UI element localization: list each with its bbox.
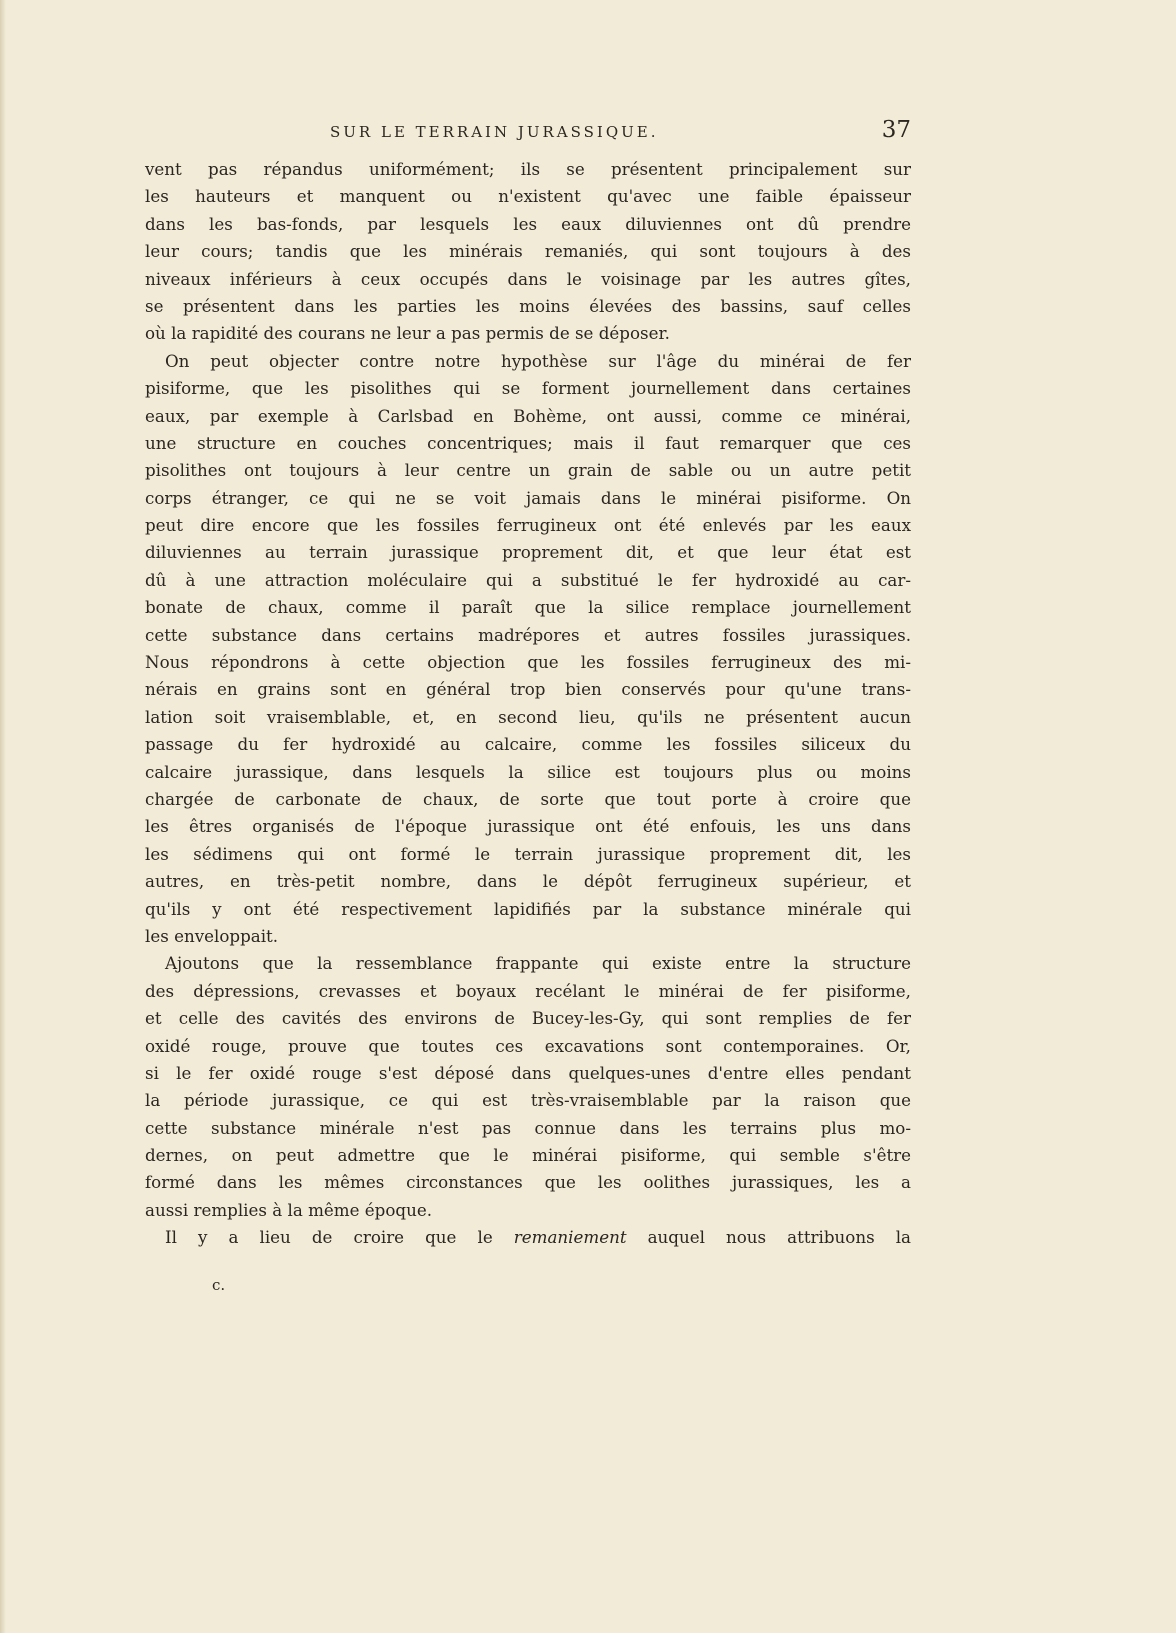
text-line: corps étranger, ce qui ne se voit jamais dans le minérai pisiforme. On xyxy=(145,487,911,508)
body-text xyxy=(145,156,911,1252)
text-line: bonate de chaux, comme il paraît que la silice remplace journellement xyxy=(145,597,911,618)
text-line: si le fer oxidé rouge s'est déposé dans quelques-unes d'entre elles pendant xyxy=(145,1062,911,1083)
text-line: et celle des cavités des environs de Bucey-les-Gy, qui sont remplies de fer xyxy=(145,1008,911,1029)
page-number: 37 xyxy=(881,117,911,143)
running-title: SUR LE TERRAIN JURASSIQUE. xyxy=(330,123,659,141)
text-line: autres, en très-petit nombre, dans le dépôt ferrugineux supérieur, et xyxy=(145,871,911,892)
text-line: formé dans les mêmes circonstances que les oolithes jurassiques, les a xyxy=(145,1172,911,1193)
running-head xyxy=(145,117,911,147)
text-line: calcaire jurassique, dans lesquels la silice est toujours plus ou moins xyxy=(145,761,911,782)
text-line: vent pas répandus uniformément; ils se présentent principalement sur xyxy=(145,159,911,179)
text-line: eaux, par exemple à Carlsbad en Bohème, ont aussi, comme ce minérai, xyxy=(145,405,911,426)
text-line: qu'ils y ont été respectivement lapidifiés par la substance minérale qui xyxy=(145,898,911,919)
text-line: aussi remplies à la même époque. xyxy=(145,1199,433,1220)
text-line: se présentent dans les parties les moins élevées des bassins, sauf celles xyxy=(145,295,911,316)
text-line: dernes, on peut admettre que le minérai pisiforme, qui semble s'être xyxy=(145,1145,911,1166)
text-line: les hauteurs et manquent ou n'existent qu'avec une faible épaisseur xyxy=(145,186,911,207)
text-line: peut dire encore que les fossiles ferrugineux ont été enlevés par les eaux xyxy=(145,515,911,536)
text-line: la période jurassique, ce qui est très-vraisemblable par la raison que xyxy=(145,1090,911,1111)
text-line: leur cours; tandis que les minérais remaniés, qui sont toujours à des xyxy=(145,241,911,262)
text-fragment: Il y a lieu de croire que le xyxy=(165,1227,514,1248)
text-line: passage du fer hydroxidé au calcaire, comme les fossiles siliceux du xyxy=(145,734,911,755)
text-line: les êtres organisés de l'époque jurassique ont été enfouis, les uns dans xyxy=(145,816,911,837)
text-line: pisiforme, que les pisolithes qui se forment journellement dans certaines xyxy=(145,378,911,399)
text-line: dans les bas-fonds, par lesquels les eaux diluviennes ont dû prendre xyxy=(145,213,911,234)
paragraph-start-line: On peut objecter contre notre hypothèse sur l'âge du minérai de fer xyxy=(165,350,911,371)
text-line: cette substance minérale n'est pas connue dans les terrains plus mo- xyxy=(145,1117,911,1138)
text-line: chargée de carbonate de chaux, de sorte que tout porte à croire que xyxy=(145,788,911,809)
text-line: pisolithes ont toujours à leur centre un grain de sable ou un autre petit xyxy=(145,460,911,481)
text-line: une structure en couches concentriques; mais il faut remarquer que ces xyxy=(145,432,911,453)
paragraph-start-line: Ajoutons que la ressemblance frappante qui existe entre la structure xyxy=(165,953,911,974)
text-line: diluviennes au terrain jurassique proprement dit, et que leur état est xyxy=(145,542,911,563)
signature-mark: c. xyxy=(212,1276,226,1294)
page-edge-shadow xyxy=(0,0,6,1633)
text-line: les sédimens qui ont formé le terrain jurassique proprement dit, les xyxy=(145,843,911,864)
text-line: oxidé rouge, prouve que toutes ces excavations sont contemporaines. Or, xyxy=(145,1035,911,1056)
text-line: où la rapidité des courans ne leur a pas permis de se déposer. xyxy=(145,323,670,344)
paragraph-start-line xyxy=(145,1224,911,1251)
text-line: les enveloppait. xyxy=(145,925,279,946)
italic-term: remaniement xyxy=(513,1227,627,1248)
text-line: niveaux inférieurs à ceux occupés dans le voisinage par les autres gîtes, xyxy=(145,268,911,289)
text-line: cette substance dans certains madrépores et autres fossiles jurassiques. xyxy=(145,624,911,645)
text-line: des dépressions, crevasses et boyaux recélant le minérai de fer pisiforme, xyxy=(145,980,911,1001)
text-line: lation soit vraisemblable, et, en second lieu, qu'ils ne présentent aucun xyxy=(145,706,911,727)
text-line: nérais en grains sont en général trop bien conservés pour qu'une trans- xyxy=(145,679,911,700)
text-line: Nous répondrons à cette objection que les fossiles ferrugineux des mi- xyxy=(145,652,911,673)
text-line: dû à une attraction moléculaire qui a substitué le fer hydroxidé au car- xyxy=(145,569,911,590)
text-fragment: auquel nous attribuons la xyxy=(626,1227,911,1248)
